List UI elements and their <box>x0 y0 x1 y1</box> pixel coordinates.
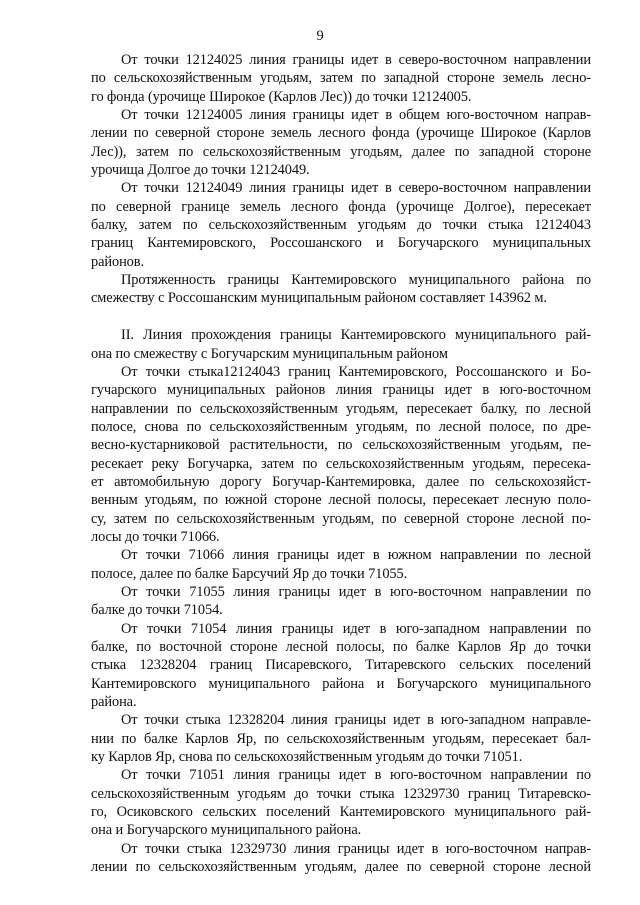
text-line: по северной границе земель лесного фонда (урочище Долгое), пересекает <box>91 198 591 215</box>
paragraph <box>91 766 591 839</box>
text-line: ет автомобильную дорогу Богучар-Кантемировка, далее по сельскохозяйст- <box>91 473 591 490</box>
text-line: От точки 71054 линия границы идет в юго-западном направлении по <box>121 620 591 637</box>
text-line: она и Богучарского муниципального района. <box>91 822 362 839</box>
text-line: балке, по восточной стороне лесной полосы, по балке Карлов Яр до точки <box>91 639 591 655</box>
text-line: От точки стыка12124043 границ Кантемировского, Россошанского и Бо- <box>121 363 591 380</box>
text-line: Протяженность границы Кантемировского муниципального района по <box>121 272 591 289</box>
text-line: по сельскохозяйственным угодьям, затем по западной стороне земель лесно- <box>91 70 591 87</box>
text-line: венным угодьям, по южной стороне лесной полосы, пересекает лесную поло- <box>91 492 591 509</box>
text-line: лосы до точки 71066. <box>91 528 220 545</box>
paragraph <box>91 711 591 766</box>
text-line: района. <box>91 694 137 711</box>
text-line: полосе, далее по балке Барсучий Яр до точки 71055. <box>91 565 408 582</box>
text-line: От точки 71055 линия границы идет в юго-восточном направлении по <box>121 583 591 600</box>
text-line: сельскохозяйственным угодьям до точки стыка 12329730 границ Титаревско- <box>91 785 591 802</box>
page-number: 9 <box>316 28 324 44</box>
text-line: го, Осиковского сельских поселений Кантемировского муниципального рай- <box>91 804 591 821</box>
text-line: направлении по сельскохозяйственным угодьям, пересекает балку, по лесной <box>91 400 591 417</box>
text-line: смежеству с Россошанским муниципальным районом составляет 143962 м. <box>91 290 547 307</box>
text-line: лении по северной стороне земель лесного фонда (урочище Широкое (Карлов <box>91 125 591 142</box>
paragraph <box>91 271 591 308</box>
paragraph <box>91 51 591 106</box>
text-line: От точки 71066 линия границы идет в южном направлении по лесной <box>121 547 591 564</box>
text-line: она по смежеству с Богучарским муниципальным районом <box>91 345 448 362</box>
paragraph <box>91 179 591 271</box>
paragraph <box>91 546 591 583</box>
paragraph <box>91 840 591 877</box>
paragraph <box>91 620 591 712</box>
text-line: нии по балке Карлов Яр, по сельскохозяйственным угодьям, пересекает бал- <box>91 730 591 747</box>
text-line: весно-кустарниковой растительности, по сельскохозяйственным угодьям, пе- <box>91 437 591 454</box>
paragraph <box>91 106 591 179</box>
text-line: От точки 71051 линия границы идет в юго-восточном направлении по <box>121 767 591 784</box>
text-line: урочища Долгое до точки 12124049. <box>91 162 310 179</box>
text-line: полосе, снова по сельскохозяйственным угодьям, по лесной полосе, по дре- <box>91 418 591 435</box>
section-heading <box>91 326 591 363</box>
text-line: границ Кантемировского, Россошанского и Богучарского муниципальных <box>91 235 591 252</box>
text-line: балке до точки 71054. <box>91 602 223 619</box>
text-line: Кантемировского муниципального района и Богучарского муниципального <box>91 675 591 692</box>
text-line: ресекает реку Богучарка, затем по сельскохозяйственным угодьям, пересека- <box>91 455 591 472</box>
text-line: лении по сельскохозяйственным угодьям, далее по северной стороне лесной <box>91 859 591 876</box>
text-line: От точки 12124025 линия границы идет в северо-восточном направлении <box>121 52 591 68</box>
text-line: От точки 12124049 линия границы идет в северо-восточном направлении <box>121 180 591 197</box>
text-line: гучарского муниципальных районов линия границы идет в юго-восточном <box>91 382 591 399</box>
document-body <box>91 51 591 876</box>
text-line: ку Карлов Яр, снова по сельскохозяйственным угодьям до точки 71051. <box>91 749 523 766</box>
paragraph <box>91 583 591 620</box>
text-line: От точки 12124005 линия границы идет в общем юго-восточном направ- <box>121 107 591 124</box>
text-line: Лес)), затем по сельскохозяйственным угодьям, далее по западной стороне <box>91 143 591 160</box>
paragraph-spacer <box>91 308 591 326</box>
text-line: су, затем по сельскохозяйственным угодьям, по северной стороне лесной по- <box>91 510 591 527</box>
text-line: От точки стыка 12329730 линия границы идет в юго-восточном направ- <box>121 840 591 857</box>
text-line: балку, затем по сельскохозяйственным угодьям до точки стыка 12124043 <box>91 217 591 234</box>
text-line: стыка 12328204 границ Писаревского, Титаревского сельских поселений <box>91 657 591 674</box>
text-line: От точки стыка 12328204 линия границы идет в юго-западном направле- <box>121 712 591 729</box>
paragraph <box>91 363 591 546</box>
text-line: го фонда (урочище Широкое (Карлов Лес)) до точки 12124005. <box>91 88 472 105</box>
text-line: II. Линия прохождения границы Кантемировского муниципального рай- <box>121 327 591 344</box>
text-line: районов. <box>91 253 144 270</box>
